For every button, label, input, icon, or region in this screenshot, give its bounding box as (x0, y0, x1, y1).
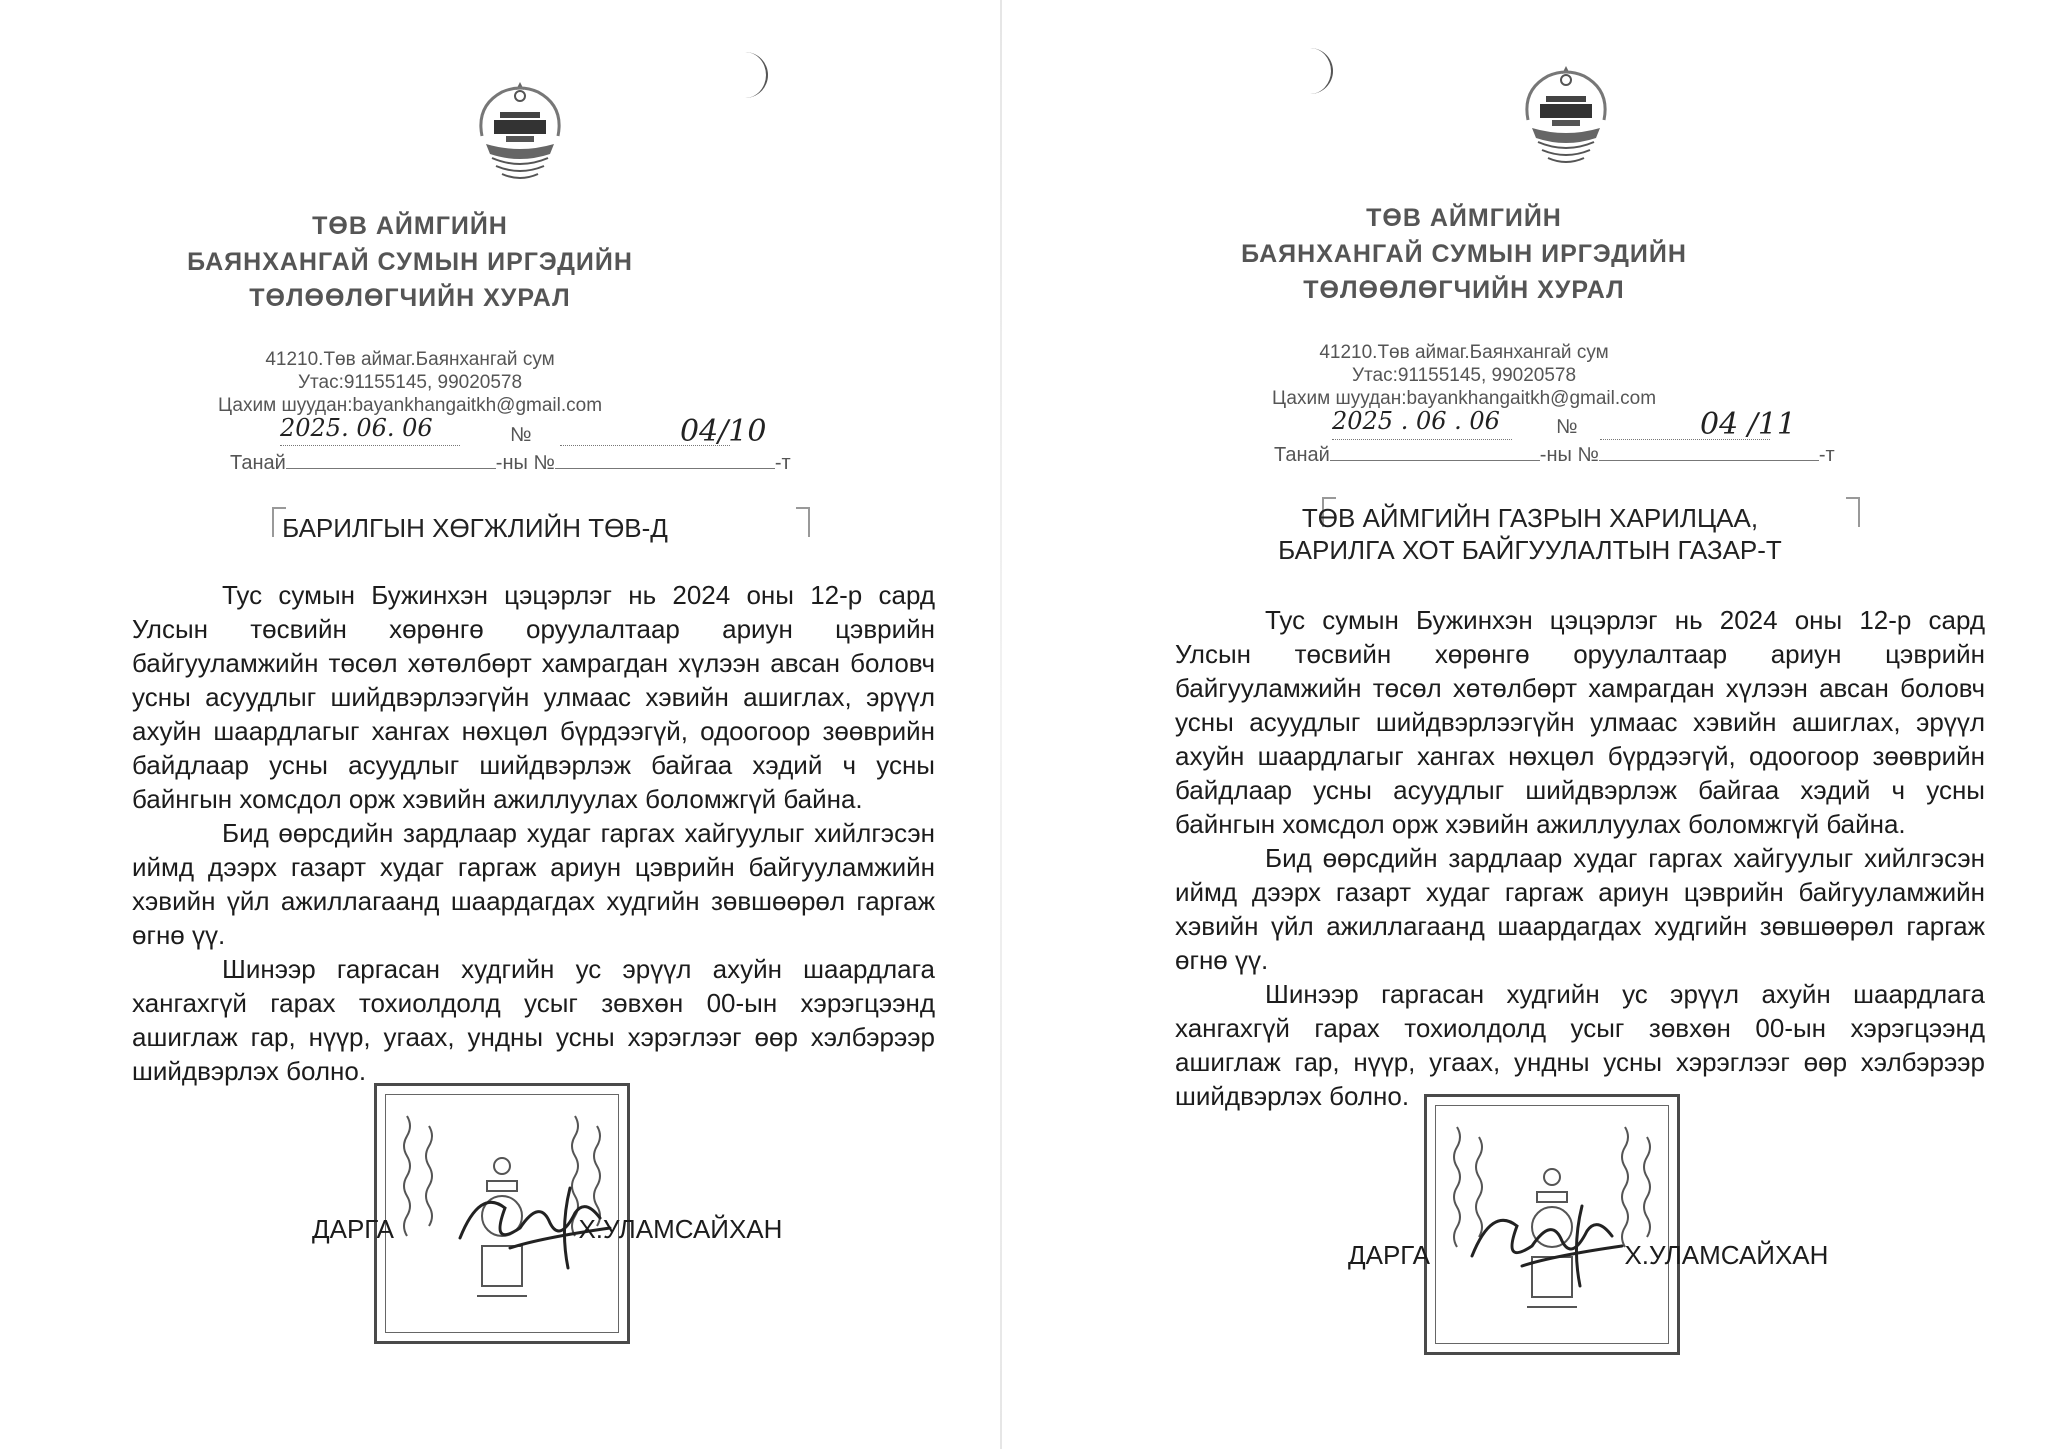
ref-prefix: Танай (1274, 444, 1330, 466)
ref-prefix: Танай (230, 452, 286, 474)
ref-blank-1 (1330, 460, 1540, 461)
addressee-bracket-right (796, 507, 810, 537)
letter-body (1175, 603, 1985, 1113)
number-handwritten: 04/10 (680, 414, 767, 449)
body-paragraph-3: Шинээр гаргасан худгийн ус эрүүл ахуйн шаардлага хангахгүй гарах тохиолдолд усыг зөвхөн 00-ын хэрэгцээнд ашиглаж гар, нүүр, угаах, ундны усны хэрэглээг өөр хэлбэрээр шийдвэрлэх болно. (132, 954, 935, 1086)
addressee-line-1: БАРИЛГЫН ХӨГЖЛИЙН ТӨВ-Д (282, 513, 668, 543)
number-label: № (1556, 416, 1578, 438)
number-handwritten: 04 /11 (1700, 407, 1796, 442)
state-emblem-icon (472, 78, 568, 188)
addressee-bracket-right (1846, 497, 1860, 527)
corner-mark (740, 52, 768, 98)
phone: Утас:91155145, 99020578 (297, 372, 523, 393)
addressee-line-2: БАРИЛГА ХОТ БАЙГУУЛАЛТЫН ГАЗАР-Т (1278, 535, 1782, 565)
sign-title: ДАРГА (1348, 1240, 1430, 1270)
date-handwritten: 2025. 06. 06 (280, 414, 433, 442)
date-line (280, 444, 460, 446)
ref-blank-2 (555, 468, 775, 469)
sign-title: ДАРГА (312, 1214, 394, 1244)
date-handwritten: 2025 . 06 . 06 (1332, 407, 1500, 435)
org-line-1: ТӨВ АЙМГИЙН (312, 212, 508, 240)
ref-blank-2 (1599, 460, 1819, 461)
sign-name: Х.УЛАМСАЙХАН (578, 1214, 783, 1244)
org-line-2: БАЯНХАНГАЙ СУМЫН ИРГЭДИЙН (187, 248, 633, 276)
body-paragraph-2: Бид өөрсдийн зардлаар худаг гаргах хайгуулыг хийлгэсэн иймд дээрх газарт худаг гаргаж ариун цэврийн байгууламжийн хэвийн үйл ажиллагаанд шаардагдах худгийн зөвшөөрөл гаргаж өгнө үү. (1175, 843, 1985, 975)
addressee (1240, 502, 1820, 566)
number-line (1600, 438, 1770, 440)
body-paragraph-1: Тус сумын Бужинхэн цэцэрлэг нь 2024 оны 12-р сард Улсын төсвийн хөрөнгө оруулалтаар ариун цэврийн байгууламжийн төсөл хөтөлбөрт хамрагдан хүлээн авсан боловч усны асуудлыг шийдвэрлээгүйн улмаас хэвийн ашиглах, эрүүл ахуйн шаардлагыг хангах нөхцөл бүрдээгүй, одоогоор зөөврийн байдлаар усны асуудлыг шийдвэрлэж байгаа хэдий ч усны байнгын хомсдол орж хэвийн ажиллуулах боломжгүй байна. (1175, 605, 1985, 839)
email: Цахим шуудан:bayankhangaitkh@gmail.com (1271, 388, 1657, 409)
reference-row (1274, 444, 1835, 467)
signature-row (312, 1214, 782, 1245)
signature-row (1348, 1240, 1828, 1271)
phone: Утас:91155145, 99020578 (1351, 365, 1577, 386)
ref-mid: -ны № (1539, 444, 1599, 466)
page-fold-divider (1000, 0, 1002, 1449)
ref-mid: -ны № (495, 452, 555, 474)
ref-suffix: -т (774, 452, 791, 474)
body-paragraph-3: Шинээр гаргасан худгийн ус эрүүл ахуйн шаардлага хангахгүй гарах тохиолдолд усыг зөвхөн 00-ын хэрэгцээнд ашиглаж гар, нүүр, угаах, ундны усны хэрэглээг өөр хэлбэрээр шийдвэрлэх болно. (1175, 979, 1985, 1111)
organization-header (30, 208, 790, 316)
letter-right (1160, 0, 1985, 1449)
state-emblem-icon (1518, 62, 1614, 172)
body-paragraph-1: Тус сумын Бужинхэн цэцэрлэг нь 2024 оны 12-р сард Улсын төсвийн хөрөнгө оруулалтаар ариун цэврийн байгууламжийн төсөл хөтөлбөрт хамрагдан хүлээн авсан боловч усны асуудлыг шийдвэрлээгүйн улмаас хэвийн ашиглах, эрүүл ахуйн шаардлагыг хангах нөхцөл бүрдээгүй, одоогоор зөөврийн байдлаар усны асуудлыг шийдвэрлэж байгаа хэдий ч усны байнгын хомсдол орж хэвийн ажиллуулах боломжгүй байна. (132, 580, 935, 814)
addressee-line-1: ТӨВ АЙМГИЙН ГАЗРЫН ХАРИЛЦАА, (1301, 503, 1759, 533)
ref-blank-1 (286, 468, 496, 469)
sign-name: Х.УЛАМСАЙХАН (1624, 1240, 1829, 1270)
address: 41210.Төв аймаг.Баянхангай сум (1319, 342, 1609, 363)
number-label: № (510, 424, 532, 446)
letter-left (120, 0, 935, 1449)
org-line-1: ТӨВ АЙМГИЙН (1366, 204, 1562, 232)
ref-suffix: -т (1818, 444, 1835, 466)
reference-row (230, 452, 791, 475)
body-paragraph-2: Бид өөрсдийн зардлаар худаг гаргах хайгуулыг хийлгэсэн иймд дээрх газарт худаг гаргаж ариун цэврийн байгууламжийн хэвийн үйл ажиллагаанд шаардагдах худгийн зөвшөөрөл гаргаж өгнө үү. (132, 818, 935, 950)
email: Цахим шуудан:bayankhangaitkh@gmail.com (217, 395, 603, 416)
date-line (1332, 438, 1512, 440)
org-line-3: ТӨЛӨӨЛӨГЧИЙН ХУРАЛ (249, 284, 571, 312)
organization-header (1084, 200, 1844, 308)
number-line (560, 444, 730, 446)
org-line-2: БАЯНХАНГАЙ СУМЫН ИРГЭДИЙН (1241, 240, 1687, 268)
corner-mark (1305, 48, 1333, 94)
address: 41210.Төв аймаг.Баянхангай сум (265, 349, 555, 370)
org-line-3: ТӨЛӨӨЛӨГЧИЙН ХУРАЛ (1303, 276, 1625, 304)
contact-block (30, 348, 790, 417)
letter-body (132, 578, 935, 1088)
contact-block (1084, 341, 1844, 410)
addressee (200, 512, 750, 544)
